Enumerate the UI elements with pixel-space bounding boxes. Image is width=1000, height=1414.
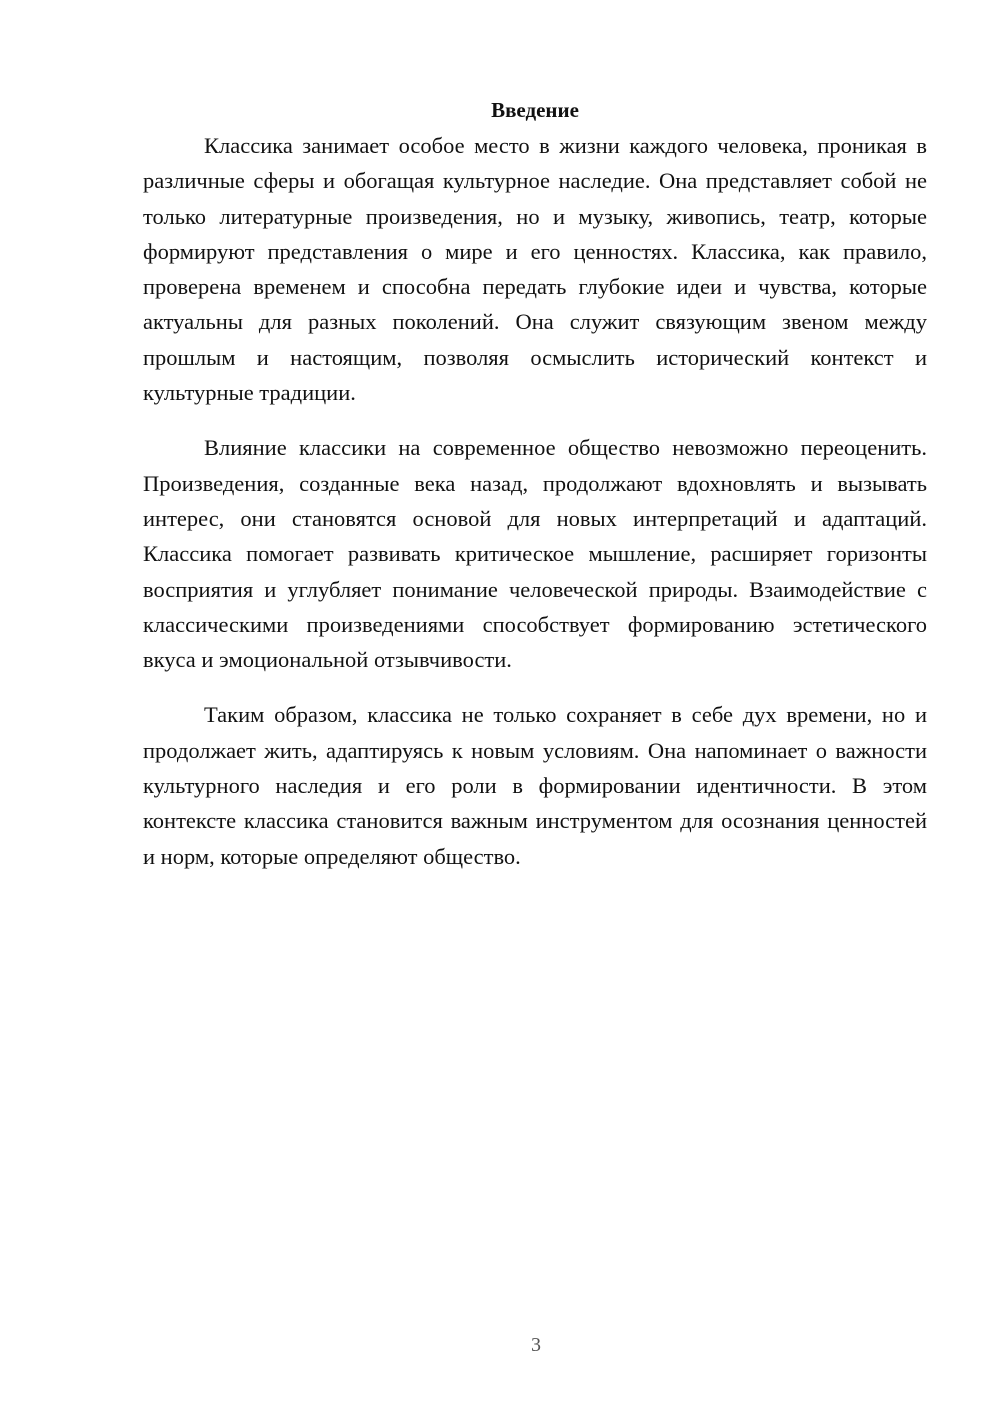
page-number: 3	[531, 1334, 541, 1356]
page-content	[143, 94, 927, 894]
paragraph-2: Влияние классики на современное общество невозможно переоценить. Произведения, созданные века назад, продолжают вдохновлять и вызывать интерес, они становятся основой для новых интерпретаций и адаптаций. Классика помогает развивать критическое мышление, расширяет горизонты восприятия и углубляет понимание человеческой природы. Взаимодействие с классическими произведениями способствует формированию эстетического вкуса и эмоциональной отзывчивости.	[143, 435, 927, 673]
section-title: Введение	[491, 98, 579, 122]
paragraph-3: Таким образом, классика не только сохраняет в себе дух времени, но и продолжает жить, адаптируясь к новым условиям. Она напоминает о важности культурного наследия и его роли в формировании идентичности. В этом контексте классика становится важным инструментом для осознания ценностей и норм, которые определяют общество.	[143, 702, 927, 869]
paragraph-1: Классика занимает особое место в жизни каждого человека, проникая в различные сферы и обогащая культурное наследие. Она представляет собой не только литературные произведения, но и музыку, живопись, театр, которые формируют представления о мире и его ценностях. Классика, как правило, проверена временем и способна передать глубокие идеи и чувства, которые актуальны для разных поколений. Она служит связующим звеном между прошлым и настоящим, позволяя осмыслить исторический контекст и культурные традиции.	[143, 133, 927, 406]
